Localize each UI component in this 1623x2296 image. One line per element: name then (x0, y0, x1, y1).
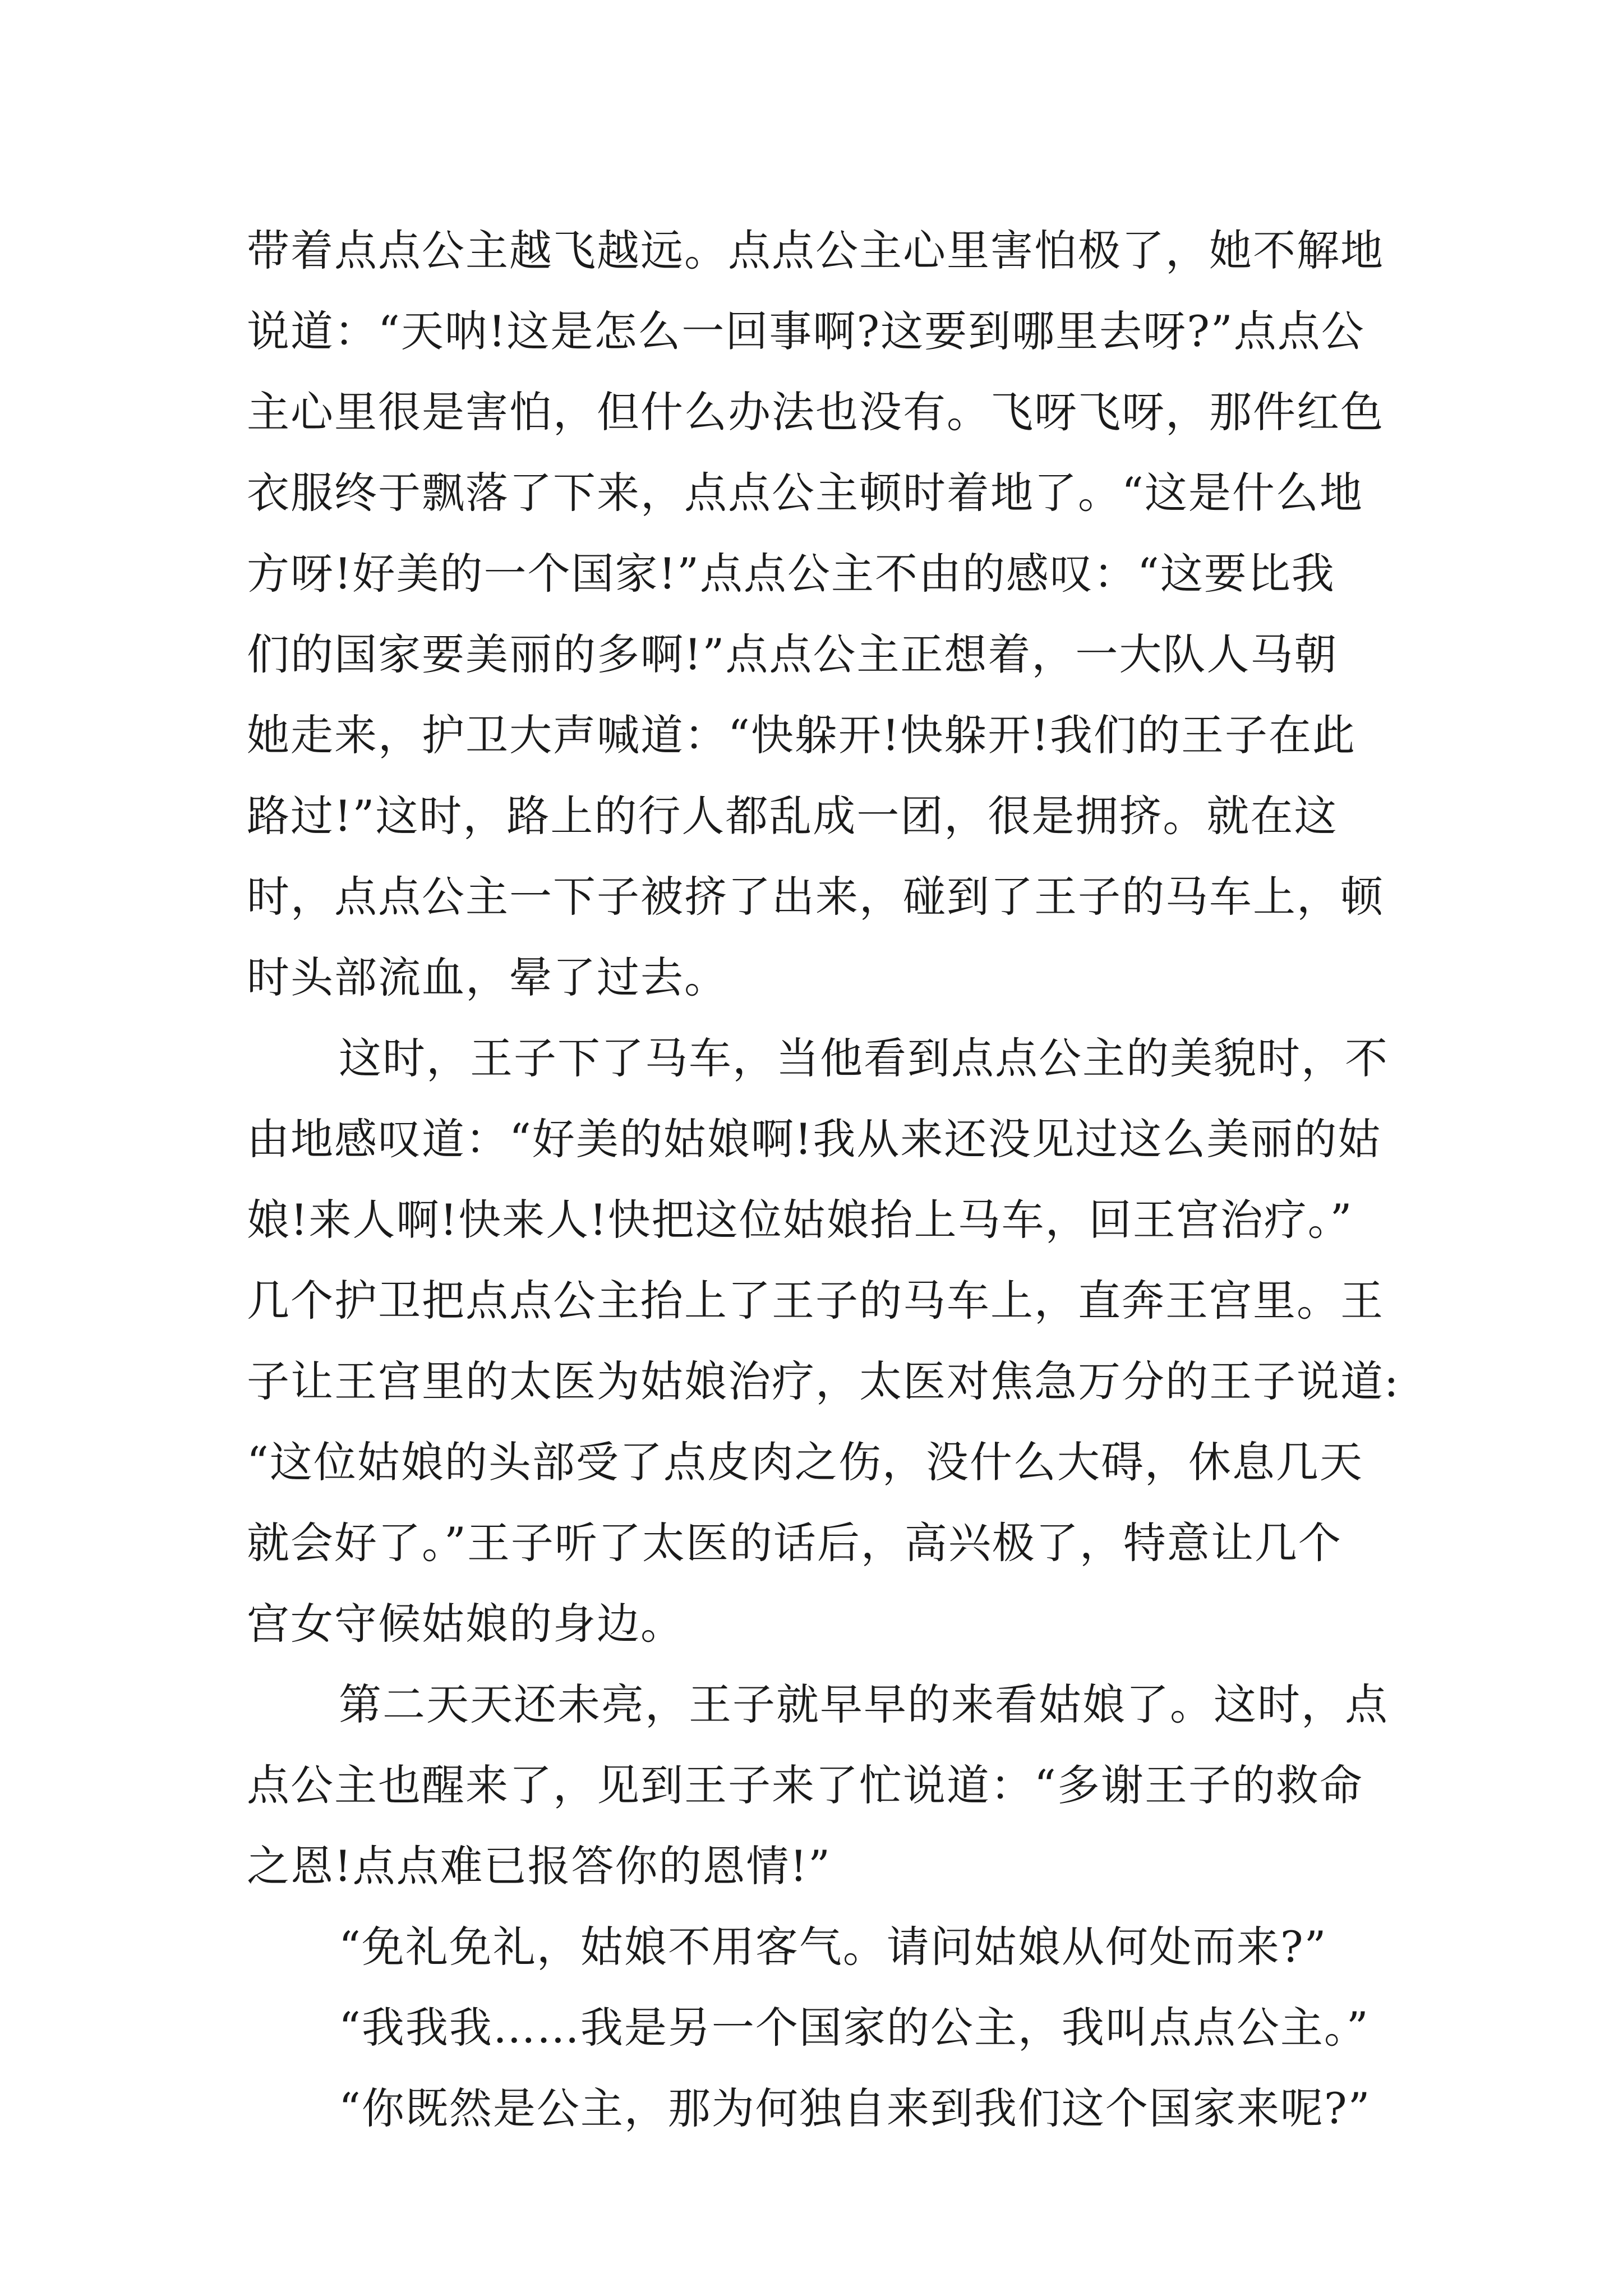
text-line: 路过!”这时，路上的行人都乱成一团，很是拥挤。就在这 (247, 791, 1338, 841)
text-line: 衣服终于飘落了下来，点点公主顿时着地了。“这是什么地 (247, 468, 1363, 518)
text-line: 带着点点公主越飞越远。点点公主心里害怕极了，她不解地 (247, 226, 1384, 275)
text-line: 就会好了。”王子听了太医的话后，高兴极了，特意让几个 (247, 1518, 1342, 1568)
text-line: 时头部流血，晕了过去。 (247, 953, 728, 1002)
dialogue-line: “我我我……我是另一个国家的公主，我叫点点公主。” (339, 2003, 1370, 2053)
dialogue-line: “免礼免礼，姑娘不用客气。请问姑娘从何处而来?” (339, 1922, 1327, 1972)
text-line: 方呀!好美的一个国家!”点点公主不由的感叹：“这要比我 (247, 549, 1335, 599)
text-line: 说道：“天呐!这是怎么一回事啊?这要到哪里去呀?”点点公 (247, 306, 1365, 356)
text-line: 们的国家要美丽的多啊!”点点公主正想着，一大队人马朝 (247, 629, 1338, 679)
text-line: 娘!来人啊!快来人!快把这位姑娘抬上马车，回王宫治疗。” (247, 1195, 1353, 1245)
body-text (247, 210, 1400, 2149)
text-line: 子让王宫里的太医为姑娘治疗，太医对焦急万分的王子说道: (247, 1356, 1400, 1406)
text-line: 宫女守候姑娘的身边。 (247, 1599, 684, 1649)
text-line: 她走来，护卫大声喊道：“快躲开!快躲开!我们的王子在此 (247, 710, 1356, 760)
text-line: 主心里很是害怕，但什么办法也没有。飞呀飞呀，那件红色 (247, 387, 1384, 437)
text-line: 几个护卫把点点公主抬上了王子的马车上，直奔王宫里。王 (247, 1276, 1384, 1326)
text-line: 点公主也醒来了，见到王子来了忙说道：“多谢王子的救命 (247, 1760, 1363, 1810)
text-line: 由地感叹道：“好美的姑娘啊!我从来还没见过这么美丽的姑 (247, 1114, 1382, 1164)
text-line: 之恩!点点难已报答你的恩情!” (247, 1841, 831, 1891)
dialogue-line: “你既然是公主，那为何独自来到我们这个国家来呢?” (339, 2083, 1371, 2133)
paragraph-first-line: 这时，王子下了马车，当他看到点点公主的美貌时，不 (339, 1033, 1389, 1083)
text-line: “这位姑娘的头部受了点皮肉之伤，没什么大碍，休息几天 (247, 1437, 1363, 1487)
text-line: 时，点点公主一下子被挤了出来，碰到了王子的马车上，顿 (247, 872, 1384, 922)
paragraph-first-line: 第二天天还未亮，王子就早早的来看姑娘了。这时，点 (339, 1680, 1389, 1729)
